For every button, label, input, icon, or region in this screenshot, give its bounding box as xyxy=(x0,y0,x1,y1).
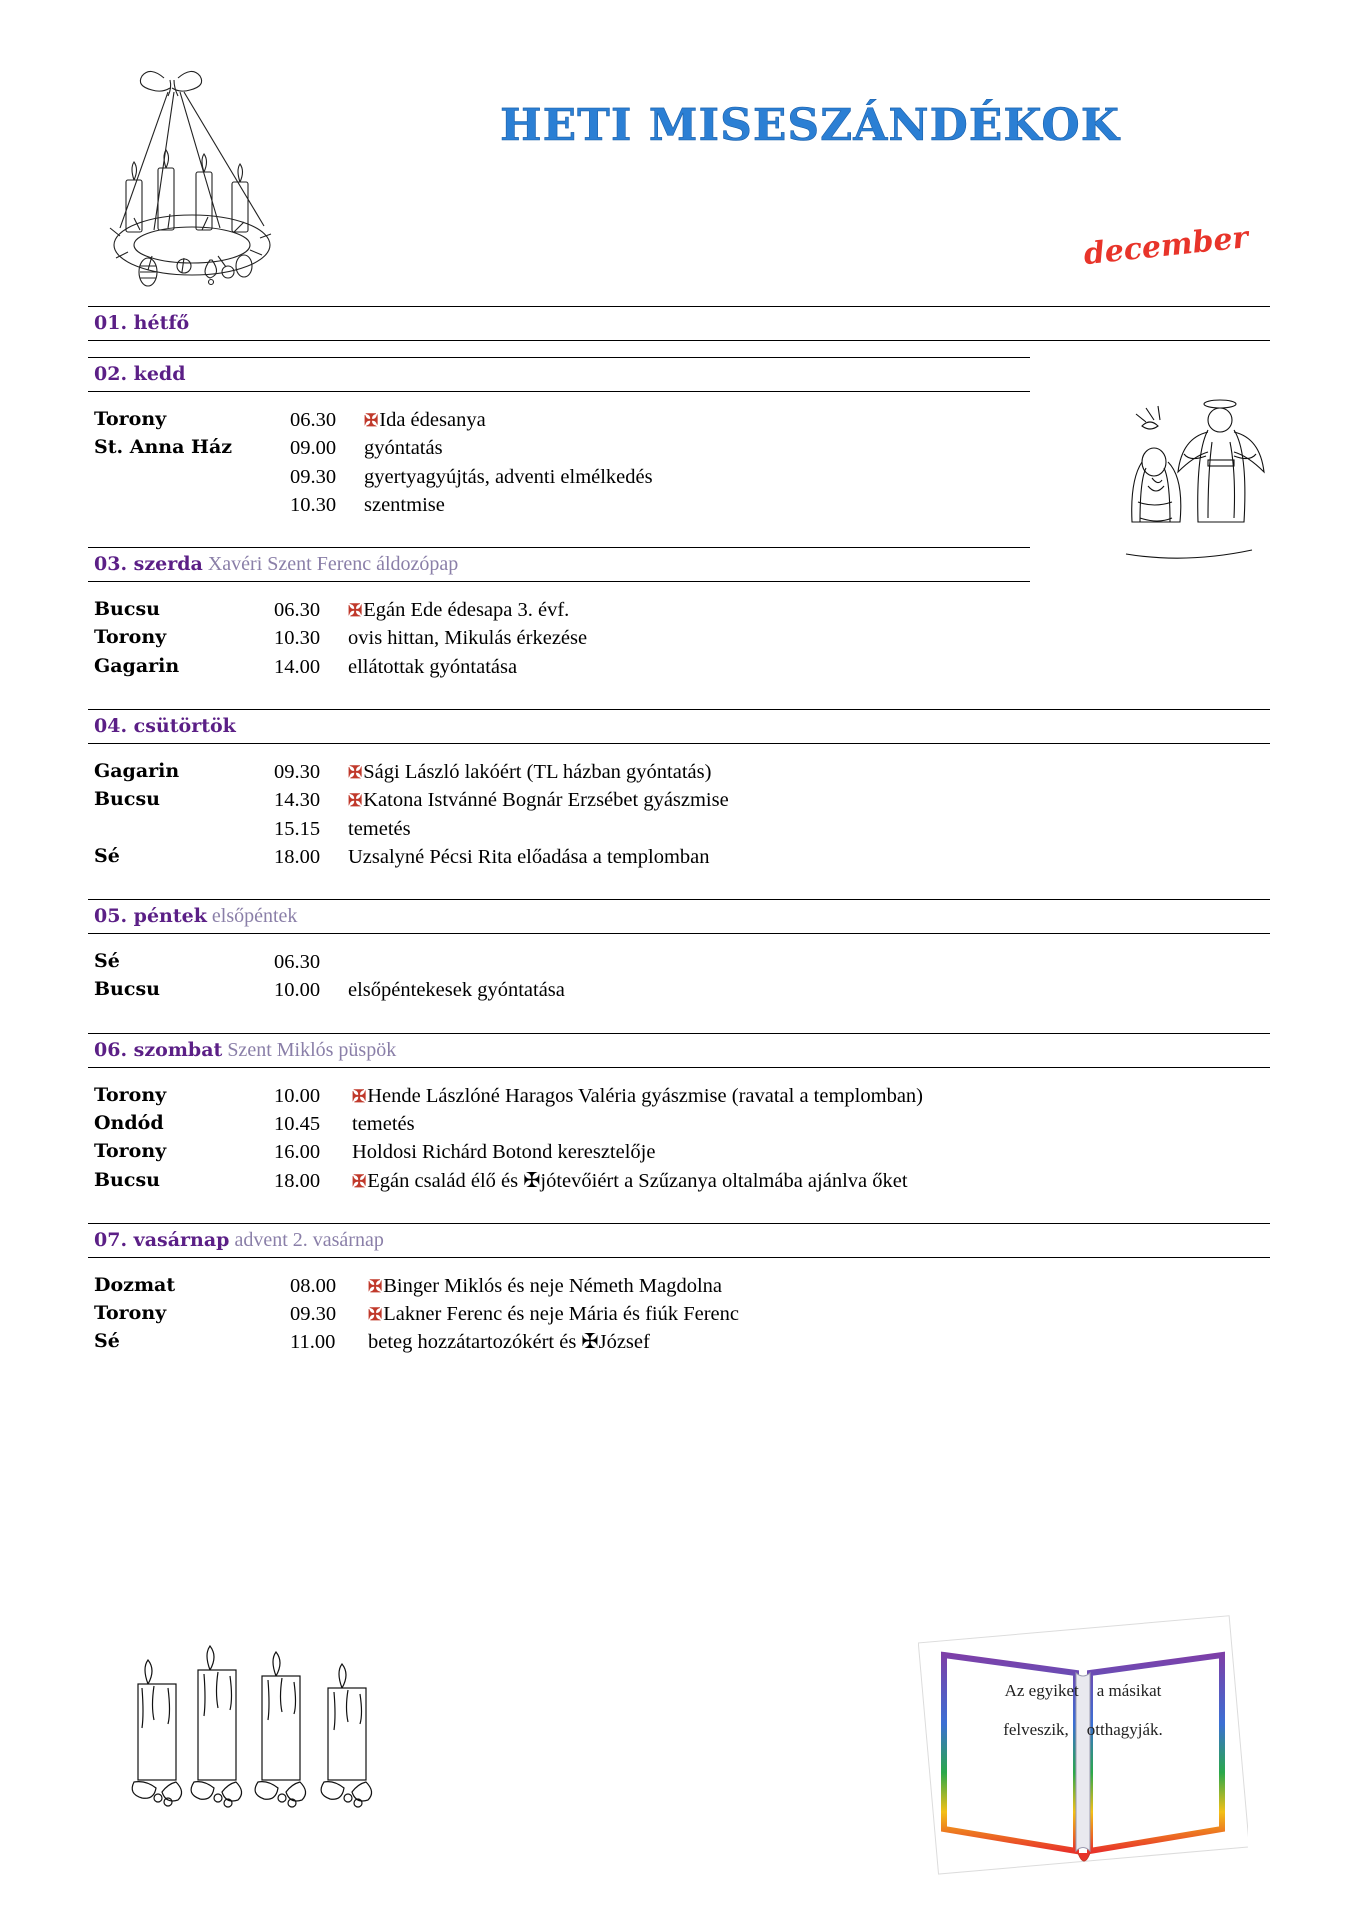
entry-time: 10.30 xyxy=(274,627,321,650)
day-entries-04 xyxy=(88,744,1270,883)
entry-desc: ✠Hende Lászlóné Haragos Valéria gyászmise (ravatal a templomban) xyxy=(352,1084,923,1107)
entry-time: 14.00 xyxy=(274,655,321,678)
entry-time: 18.00 xyxy=(274,1169,321,1192)
entry-desc: ✠Egán család élő és ✠jótevőiért a Szűzanya oltalmába ajánlva őket xyxy=(352,1169,908,1192)
page-title: HETI MISESZÁNDÉKOK xyxy=(500,100,1120,151)
entry-desc: ✠Katona Istvánné Bognár Erzsébet gyászmise xyxy=(348,789,729,812)
entry-desc: ✠Egán Ede édesapa 3. évf. xyxy=(348,599,570,622)
mass-entry xyxy=(94,786,1270,814)
day-section-01 xyxy=(88,306,1270,341)
cross-icon: ✠ xyxy=(348,601,363,621)
entry-desc: Holdosi Richárd Botond keresztelője xyxy=(352,1141,656,1164)
entry-desc: gyertyagyújtás, adventi elmélkedés xyxy=(364,465,653,488)
entry-place: Torony xyxy=(94,408,167,430)
entry-place: Torony xyxy=(94,1083,167,1106)
day-label: 03. szerda xyxy=(94,553,203,576)
cross-icon: ✠ xyxy=(348,762,363,782)
entry-place: Bucsu xyxy=(94,978,160,1001)
day-entries-02 xyxy=(88,392,1270,531)
entry-place: Sé xyxy=(94,844,120,867)
cross-icon: ✠ xyxy=(348,791,363,811)
entry-place: Dozmat xyxy=(94,1273,176,1296)
day-feast: Szent Miklós püspök xyxy=(227,1038,397,1061)
advent-candles-icon xyxy=(130,1632,420,1812)
entry-desc xyxy=(348,948,1270,976)
entry-place: Torony xyxy=(94,626,167,649)
quote-line1-right: a másikat xyxy=(1096,1681,1162,1700)
day-label: 01. hétfő xyxy=(94,312,190,334)
entry-place: Bucsu xyxy=(94,788,160,811)
day-feast: elsőpéntek xyxy=(211,905,298,928)
entry-place: St. Anna Ház xyxy=(94,436,233,459)
day-header-05 xyxy=(88,899,1270,934)
entry-time: 11.00 xyxy=(290,1331,336,1354)
entry-time: 09.30 xyxy=(290,465,337,488)
entry-place: Ondód xyxy=(94,1111,164,1134)
day-label: 04. csütörtök xyxy=(94,714,236,737)
entry-desc: gyóntatás xyxy=(364,437,443,460)
entry-desc: ✠Ida édesanya xyxy=(364,409,486,431)
entry-desc: Uzsalyné Pécsi Rita előadása a templomban xyxy=(348,845,710,868)
entry-place: Torony xyxy=(94,1302,167,1325)
entry-desc: ✠Lakner Ferenc és neje Mária és fiúk Ferenc xyxy=(368,1303,739,1326)
mass-entry xyxy=(94,758,1270,786)
entry-desc: temetés xyxy=(352,1112,415,1135)
day-header-07 xyxy=(88,1223,1270,1258)
book-icon xyxy=(918,1615,1248,1880)
mass-entry xyxy=(94,1138,1270,1166)
day-feast: Xavéri Szent Ferenc áldozópap xyxy=(207,553,459,576)
entry-desc: ellátottak gyóntatása xyxy=(348,655,518,678)
mass-entry xyxy=(94,624,1270,652)
day-header-04 xyxy=(88,709,1270,744)
mass-entry xyxy=(94,976,1270,1004)
day-header-03 xyxy=(88,547,1030,582)
document-header xyxy=(0,0,1358,290)
day-section-05 xyxy=(88,899,1270,1017)
entry-time: 16.00 xyxy=(274,1141,321,1164)
mass-entry xyxy=(94,815,1270,843)
entry-place: Torony xyxy=(94,1140,167,1163)
entry-place: Bucsu xyxy=(94,1168,160,1191)
entry-desc: ovis hittan, Mikulás érkezése xyxy=(348,627,588,650)
day-section-06 xyxy=(88,1033,1270,1207)
entry-time: 10.30 xyxy=(290,493,337,516)
quote-line1-left: Az egyiket xyxy=(1004,1681,1079,1700)
day-entries-05 xyxy=(88,934,1270,1017)
entry-place: Sé xyxy=(94,950,120,973)
entry-time: 09.30 xyxy=(290,1303,337,1326)
entry-time: 06.30 xyxy=(290,409,337,431)
entry-time: 10.45 xyxy=(274,1112,321,1135)
entry-time: 18.00 xyxy=(274,845,321,868)
entry-place: Bucsu xyxy=(94,598,160,621)
mass-entry xyxy=(94,596,1270,624)
mass-entry xyxy=(94,434,1270,462)
entry-time: 14.30 xyxy=(274,789,321,812)
entry-desc: beteg hozzátartozókért és ✠József xyxy=(368,1331,650,1354)
day-feast: advent 2. vasárnap xyxy=(234,1228,384,1251)
entry-time: 08.00 xyxy=(290,1274,337,1297)
day-label: 02. kedd xyxy=(94,363,186,385)
mass-entry xyxy=(94,1272,1270,1300)
day-section-03 xyxy=(88,547,1270,693)
quote-line2-left: felveszik, xyxy=(1003,1720,1069,1740)
day-section-07 xyxy=(88,1223,1270,1369)
entry-place: Gagarin xyxy=(94,654,180,677)
mass-entry xyxy=(94,843,1270,871)
entry-time: 09.30 xyxy=(274,760,321,783)
mass-entry xyxy=(94,1300,1270,1328)
entry-time: 10.00 xyxy=(274,979,321,1002)
quote-line2-right: otthagyják. xyxy=(1086,1720,1163,1740)
cross-icon: ✠ xyxy=(352,1171,367,1191)
entry-place: Gagarin xyxy=(94,759,180,782)
entry-desc: elsőpéntekesek gyóntatása xyxy=(348,979,565,1002)
cross-icon: ✠ xyxy=(364,411,379,430)
day-section-02 xyxy=(88,357,1270,531)
day-label: 07. vasárnap xyxy=(94,1228,230,1251)
mass-entry xyxy=(94,463,1270,491)
mass-entry xyxy=(94,1328,1270,1356)
day-entries-07 xyxy=(88,1258,1270,1369)
entry-time: 06.30 xyxy=(274,599,321,622)
entry-desc: temetés xyxy=(348,817,411,840)
month-label: december xyxy=(1082,220,1250,273)
entry-place: Sé xyxy=(94,1330,120,1353)
entry-desc: ✠Sági László lakóért (TL házban gyóntatás) xyxy=(348,760,712,783)
cross-icon: ✠ xyxy=(352,1086,367,1106)
day-header-01 xyxy=(88,306,1270,341)
cross-icon: ✠ xyxy=(368,1276,383,1296)
day-label: 06. szombat xyxy=(94,1038,223,1061)
entry-desc: szentmise xyxy=(364,493,445,516)
day-header-02 xyxy=(88,357,1030,392)
mass-entry xyxy=(94,1082,1270,1110)
day-label: 05. péntek xyxy=(94,905,207,928)
day-entries-06 xyxy=(88,1068,1270,1207)
entry-time: 10.00 xyxy=(274,1084,321,1107)
day-entries-03 xyxy=(88,582,1270,693)
cross-icon: ✠ xyxy=(368,1305,383,1325)
mass-entry xyxy=(94,948,1270,976)
entry-desc: ✠Binger Miklós és neje Németh Magdolna xyxy=(368,1274,723,1297)
entry-time: 06.30 xyxy=(274,951,321,974)
mass-entry xyxy=(94,1110,1270,1138)
day-header-06 xyxy=(88,1033,1270,1068)
open-book-illustration xyxy=(918,1615,1248,1880)
mass-entry xyxy=(94,653,1270,681)
day-section-04 xyxy=(88,709,1270,883)
advent-wreath-icon xyxy=(92,60,312,290)
entry-time: 15.15 xyxy=(274,817,321,840)
entry-time: 09.00 xyxy=(290,437,337,460)
mass-entry xyxy=(94,491,1270,519)
mass-entry xyxy=(94,1167,1270,1195)
mass-entry xyxy=(94,406,1270,434)
